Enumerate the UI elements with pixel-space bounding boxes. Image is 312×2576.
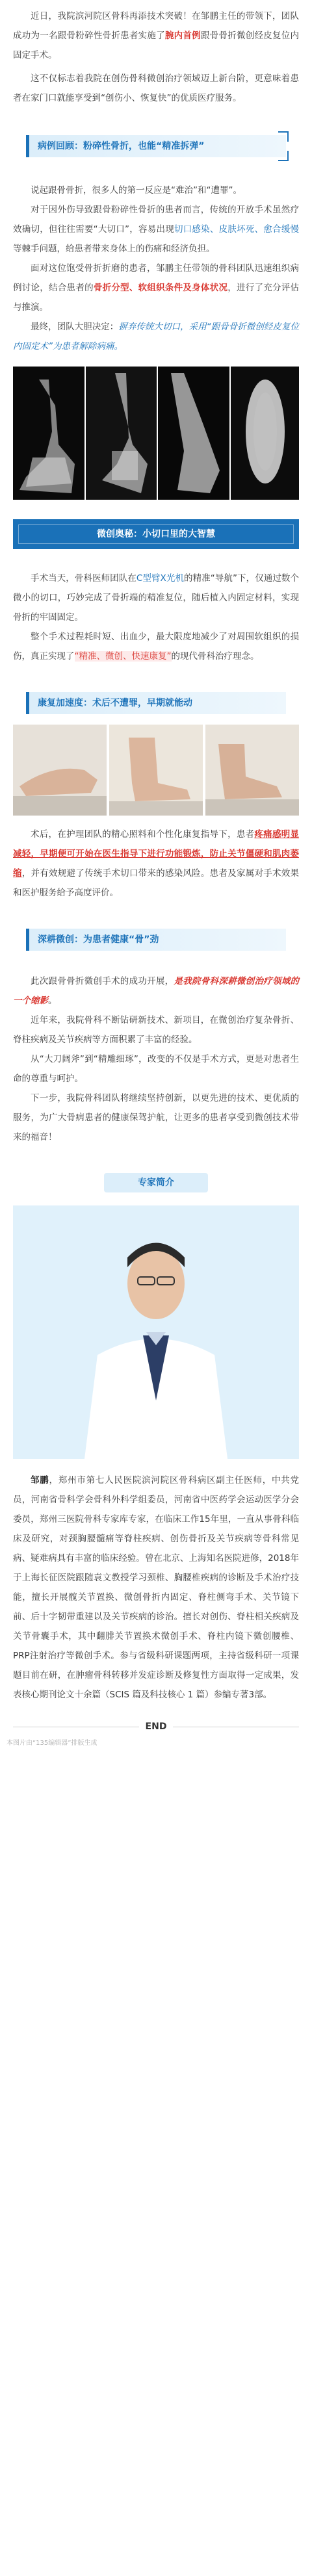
sec1-paragraph-3: 面对这位饱受骨折折磨的患者，邹鹏主任带领的骨科团队迅速组织病例讨论，结合患者的骨折分型、软组织条件及身体状况，进行了充分评估与推演。 <box>13 263 300 313</box>
postop-foot-photo-row <box>13 725 299 816</box>
sec1-paragraph-4: 最终，团队大胆决定：摒弃传统大切口，采用“跟骨骨折微创经皮复位内固定术”为患者解除病痛。 <box>13 322 300 352</box>
postop-foot-photo-1 <box>13 725 107 816</box>
expert-photo <box>13 1205 299 1459</box>
intro-paragraph-1: 近日，我院滨河院区骨科再添技术突破！在邹鹏主任的带领下，团队成功为一名跟骨粉碎性骨折患者实施了腕内首例跟骨骨折微创经皮复位内固定手术。 <box>13 11 300 60</box>
section-title: 康复加速度：术后不遭罪，早期就能动 <box>38 698 192 708</box>
sec4-paragraph-2: 近年来，我院骨科不断钻研新技术、新项目，在微创治疗复杂骨折、脊柱疾病及关节疾病等方面积累了丰富的经验。 <box>13 1015 299 1045</box>
postop-foot-photo-3 <box>205 725 299 816</box>
sec3-paragraph-1: 术后，在护理团队的精心照料和个性化康复指导下，患者疼痛感明显减轻，早期便可开始在医生指导下进行功能锻炼，防止关节僵硬和肌肉萎缩，并有效规避了传统手术切口带来的感染风险。患者及家属对手术效果和医护服务给予高度评价。 <box>13 829 300 898</box>
section-title: 深耕微创：为患者健康“骨”劲 <box>38 934 159 945</box>
intro-paragraph-2: 这不仅标志着我院在创伤骨科微创治疗领域迈上新台阶，更意味着患者在家门口就能享受到“创伤小、恢复快”的优质医疗服务。 <box>13 73 299 103</box>
section-header-deep-cultivation <box>26 925 286 955</box>
section-title: 微创奥秘：小切口里的大智慧 <box>97 529 215 539</box>
sec4-paragraph-3: 从“大刀阔斧”到“精雕细琢”，改变的不仅是手术方式，更是对患者生命的尊重与呵护。 <box>13 1054 299 1084</box>
postop-foot-photo-2 <box>109 725 203 816</box>
expert-bio: 邹鹏，郑州市第七人民医院滨河院区骨科病区副主任医师，中共党员，河南省骨科学会骨科外科学组委员，河南省中医药学会运动医学分会委员，郑州三医院骨科专家库专家，在临床工作15年里，一直从事骨科临床及研究，对颈胸腰髓痛等脊柱疾病、创伤骨折及关节疾病等骨科常见病、疑难病具有丰富的临床经验。曾在北京、上海知名医院进修，2018年于上海长征医院跟随袁文教授学习颈椎、胸腰椎疾病的诊断及手术治疗技能，擅长开展髋关节置换、微创骨折内固定、脊柱侧弯手术、关节镜下前、后十字韧带重建以及关节疾病的诊治。擅长对创伤、脊柱相关疾病及关节骨囊手术，其中翻腓关节置换术微创手术、脊柱内镜下微创腰椎、PRP注射治疗等微创手术。参与省级科研课题两项，主持省级科研一项课题目前在研，在肿瘤骨科转移并发症诊断及修复性方面取得一定成果，发表核心期刊论文十余篇（SCIS 篇及科技核心 1 篇）参编专著3部。 <box>13 1475 300 1700</box>
end-marker <box>0 1721 312 1732</box>
section-header-minimally-invasive <box>13 519 299 549</box>
xray-image-foot <box>158 367 229 500</box>
section-title: 病例回顾：粉碎性骨折，也能“精准拆弹” <box>38 141 205 151</box>
end-text: END <box>145 1721 167 1732</box>
section-header-rehab <box>26 688 286 718</box>
sec2-paragraph-2: 整个手术过程耗时短、出血少，最大限度地减少了对周围软组织的损伤，真正实现了“精准、微创、快速康复”的现代骨科治疗理念。 <box>13 632 299 662</box>
sec2-paragraph-1: 手术当天，骨科医师团队在C型臂X光机的精准“导航”下，仅通过数个微小的切口，巧妙完成了骨折端的精准复位，随后植入内固定材料，实现骨折的牢固固定。 <box>13 573 299 623</box>
expert-header <box>104 1169 208 1195</box>
xray-image-row <box>13 367 299 500</box>
sec1-paragraph-2: 对于因外伤导致跟骨粉碎性骨折的患者而言，传统的开放手术虽然疗效确切，但往往需要“大切口”，容易出现切口感染、皮肤坏死、愈合缓慢等棘手问题，给患者带来身体上的伤痛和经济负担。 <box>13 205 299 254</box>
xray-image-oblique <box>86 367 157 500</box>
sec4-paragraph-1: 此次跟骨骨折微创手术的成功开展，是我院骨科深耕微创治疗领域的一个缩影。 <box>13 976 300 1006</box>
xray-image-lateral <box>13 367 84 500</box>
expert-title: 专家简介 <box>138 1178 174 1188</box>
footer-source: 本图片由“135编辑器”排版生成 <box>6 1740 98 1747</box>
section-header-case-review <box>26 131 286 161</box>
xray-image-axial <box>231 367 300 500</box>
sec4-paragraph-4: 下一步，我院骨科团队将继续坚持创新，以更先进的技术、更优质的服务，为广大骨病患者的健康保驾护航，让更多的患者享受到微创技术带来的福音！ <box>13 1093 299 1142</box>
sec1-paragraph-1: 说起跟骨骨折，很多人的第一反应是“难治”和“遭罪”。 <box>31 185 242 196</box>
